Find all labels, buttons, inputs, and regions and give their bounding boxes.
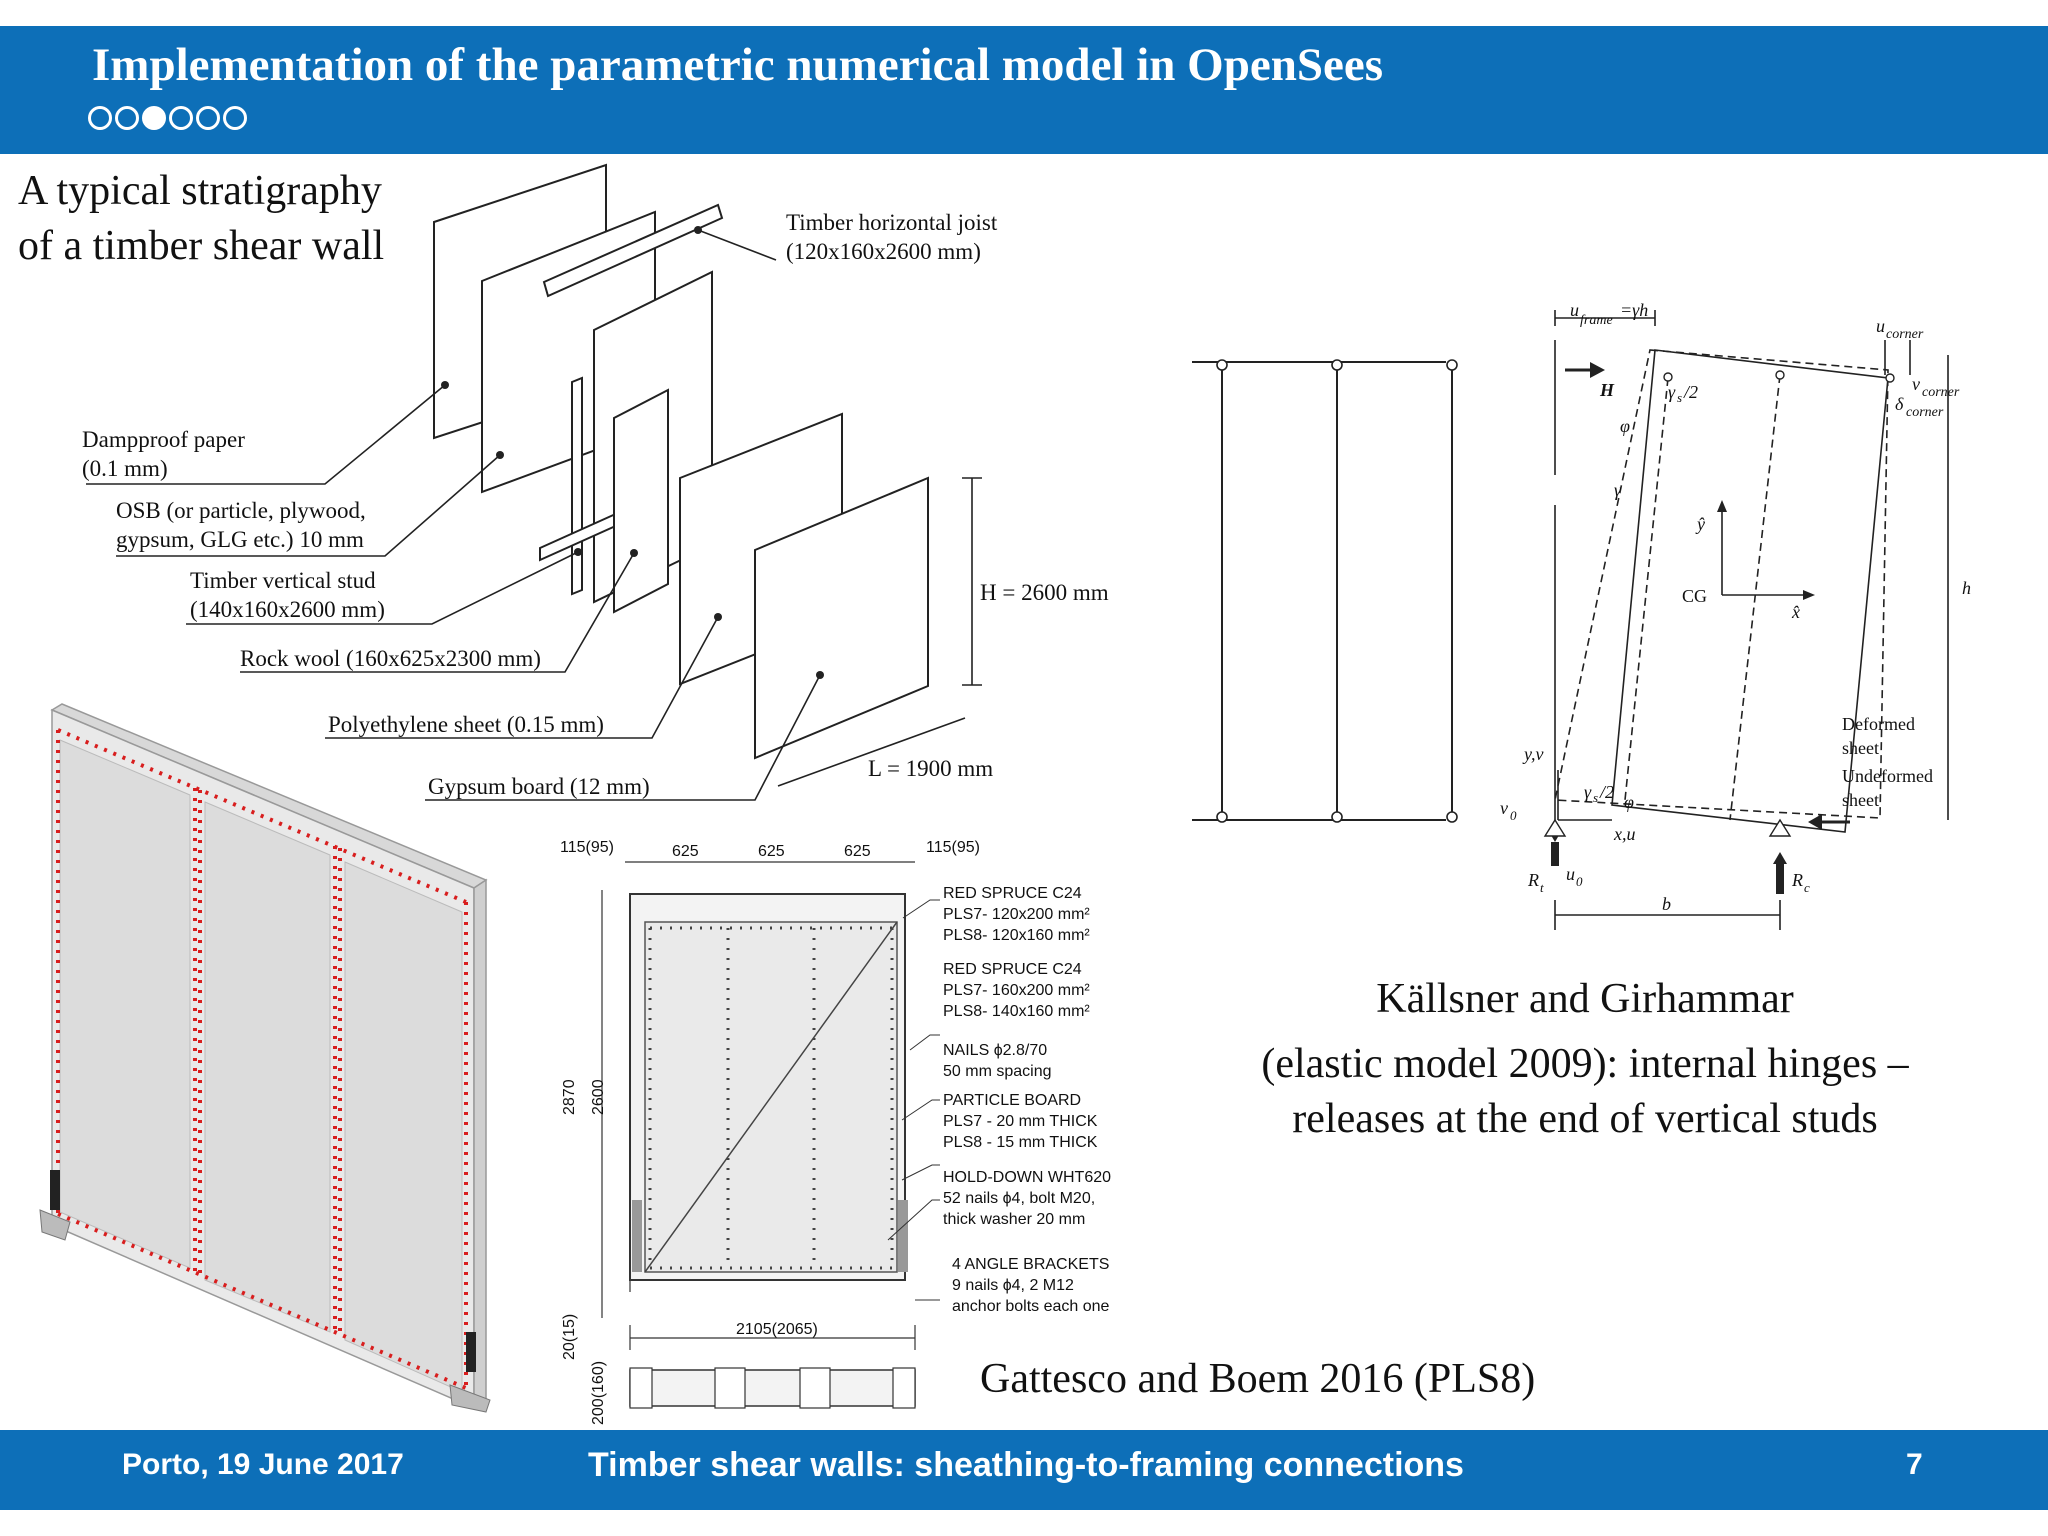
footer-location-date: Porto, 19 June 2017 (122, 1448, 404, 1481)
progress-dot (196, 106, 220, 130)
model-label: δ (1895, 394, 1904, 414)
slide-title: Implementation of the parametric numerical model in OpenSees (92, 39, 1384, 91)
dim-label: 20(15) (561, 1313, 578, 1360)
slide-header (0, 26, 2048, 154)
spec-label: 52 nails ϕ4, bolt M20, (943, 1190, 1096, 1207)
spec-label: PLS7- 120x200 mm² (943, 906, 1090, 923)
stud-label: Timber vertical stud (190, 568, 376, 593)
joist-label: Timber horizontal joist (786, 210, 998, 235)
spec-label: anchor bolts each one (952, 1298, 1110, 1315)
spec-label: PLS8- 140x160 mm² (943, 1003, 1090, 1020)
dim-label: 2600 (590, 1079, 607, 1115)
hinged-frame-diagram (1180, 340, 1520, 830)
model-label: /2 (1600, 782, 1615, 802)
gypsum-label: Gypsum board (12 mm) (428, 774, 650, 799)
spec-label: RED SPRUCE C24 (943, 961, 1082, 978)
wall-technical-drawing (540, 830, 1120, 1430)
osb-label: OSB (or particle, plywood, (116, 498, 366, 523)
spec-label: RED SPRUCE C24 (943, 885, 1082, 902)
model-label: u (1566, 864, 1575, 884)
spec-label: PARTICLE BOARD (943, 1092, 1082, 1109)
progress-dot (88, 106, 112, 130)
rock-wool-panel (614, 390, 668, 612)
dim-label: 2870 (561, 1079, 578, 1115)
model-label: /2 (1684, 382, 1699, 402)
model-label: 0 (1576, 874, 1583, 889)
osb-label: gypsum, GLG etc.) 10 mm (116, 527, 364, 552)
wall-3d-rendering (0, 690, 520, 1430)
model-label: u (1876, 316, 1885, 336)
joist-label: (120x160x2600 mm) (786, 239, 981, 264)
dampproof-label: Dampproof paper (82, 427, 245, 452)
model-label: γ (1614, 480, 1622, 500)
model-label: R (1528, 870, 1539, 890)
model-label: φ (1620, 416, 1630, 436)
spec-label: PLS7- 160x200 mm² (943, 982, 1090, 999)
spec-label: PLS8- 120x160 mm² (943, 927, 1090, 944)
spec-label: PLS8 - 15 mm THICK (943, 1134, 1098, 1151)
stratigraphy-caption-line: A typical stratigraphy (18, 168, 382, 214)
progress-dot (115, 106, 139, 130)
dampproof-label: (0.1 mm) (82, 456, 168, 481)
model-label: CG (1682, 586, 1708, 606)
model-label: c (1804, 880, 1810, 895)
model-caption (1170, 972, 2000, 1147)
spec-label: thick washer 20 mm (943, 1211, 1086, 1228)
model-label: ŷ (1697, 514, 1705, 534)
model-label: 0 (1510, 808, 1517, 823)
progress-dot (169, 106, 193, 130)
dim-label: 115(95) (926, 839, 980, 856)
model-label: s (1677, 390, 1683, 405)
dim-label: 625 (672, 843, 699, 860)
slide-footer (0, 1430, 2048, 1510)
dim-label: 200(160) (590, 1360, 607, 1425)
model-label: h (1962, 578, 1971, 598)
model-label: x,u (1614, 824, 1636, 844)
dim-label: 115(95) (560, 839, 614, 856)
model-label: γ (1584, 782, 1592, 802)
length-label: L = 1900 mm (868, 756, 994, 781)
spec-label: 9 nails ϕ4, 2 M12 (952, 1277, 1074, 1294)
dim-label: 2105(2065) (736, 1321, 818, 1338)
progress-dot-active (142, 106, 166, 130)
model-label: φ (1624, 792, 1634, 812)
model-caption-line: (elastic model 2009): internal hinges – (1261, 1041, 1909, 1087)
polyethylene-label: Polyethylene sheet (0.15 mm) (328, 712, 604, 737)
model-label: v (1912, 374, 1920, 394)
stratigraphy-caption-line: of a timber shear wall (18, 223, 385, 269)
model-label: Deformed (1842, 714, 1915, 734)
model-label: γ (1668, 382, 1676, 402)
height-label: H = 2600 mm (980, 580, 1109, 605)
progress-dot (223, 106, 247, 130)
progress-dots (88, 106, 247, 130)
page-number: 7 (1906, 1448, 1923, 1481)
model-caption-line: releases at the end of vertical studs (1292, 1096, 1878, 1142)
model-label: corner (1886, 327, 1924, 342)
spec-label: 4 ANGLE BRACKETS (952, 1256, 1110, 1273)
spec-label: 50 mm spacing (943, 1063, 1052, 1080)
model-label: y,v (1524, 744, 1544, 764)
model-label: Undeformed (1842, 766, 1933, 786)
model-caption-authors: Källsner and Girhammar (1376, 976, 1794, 1022)
model-label: corner (1922, 385, 1960, 400)
model-label: =γh (1620, 300, 1649, 320)
spec-label: NAILS ϕ2.8/70 (943, 1042, 1048, 1059)
model-label: R (1792, 870, 1803, 890)
model-label: u (1570, 300, 1579, 320)
reference-caption: Gattesco and Boem 2016 (PLS8) (980, 1356, 1536, 1402)
model-label: s (1593, 790, 1599, 805)
model-label: x̂ (1792, 602, 1800, 622)
vertical-stud (572, 378, 582, 594)
spec-label: PLS7 - 20 mm THICK (943, 1113, 1098, 1130)
footer-topic: Timber shear walls: sheathing-to-framing connections (588, 1446, 1464, 1484)
rockwool-label: Rock wool (160x625x2300 mm) (240, 646, 541, 671)
model-label: H (1600, 380, 1615, 400)
stud-label: (140x160x2600 mm) (190, 597, 385, 622)
model-label: frame (1580, 313, 1613, 328)
model-label: sheet (1842, 738, 1879, 758)
model-label: corner (1906, 405, 1944, 420)
dim-label: 625 (844, 843, 871, 860)
spec-label: HOLD-DOWN WHT620 (943, 1169, 1112, 1186)
model-label: b (1662, 894, 1671, 914)
model-label: v (1500, 798, 1508, 818)
model-label: t (1540, 880, 1544, 895)
model-label: sheet (1842, 790, 1879, 810)
elastic-model-diagram (1490, 290, 2010, 940)
dim-label: 625 (758, 843, 785, 860)
